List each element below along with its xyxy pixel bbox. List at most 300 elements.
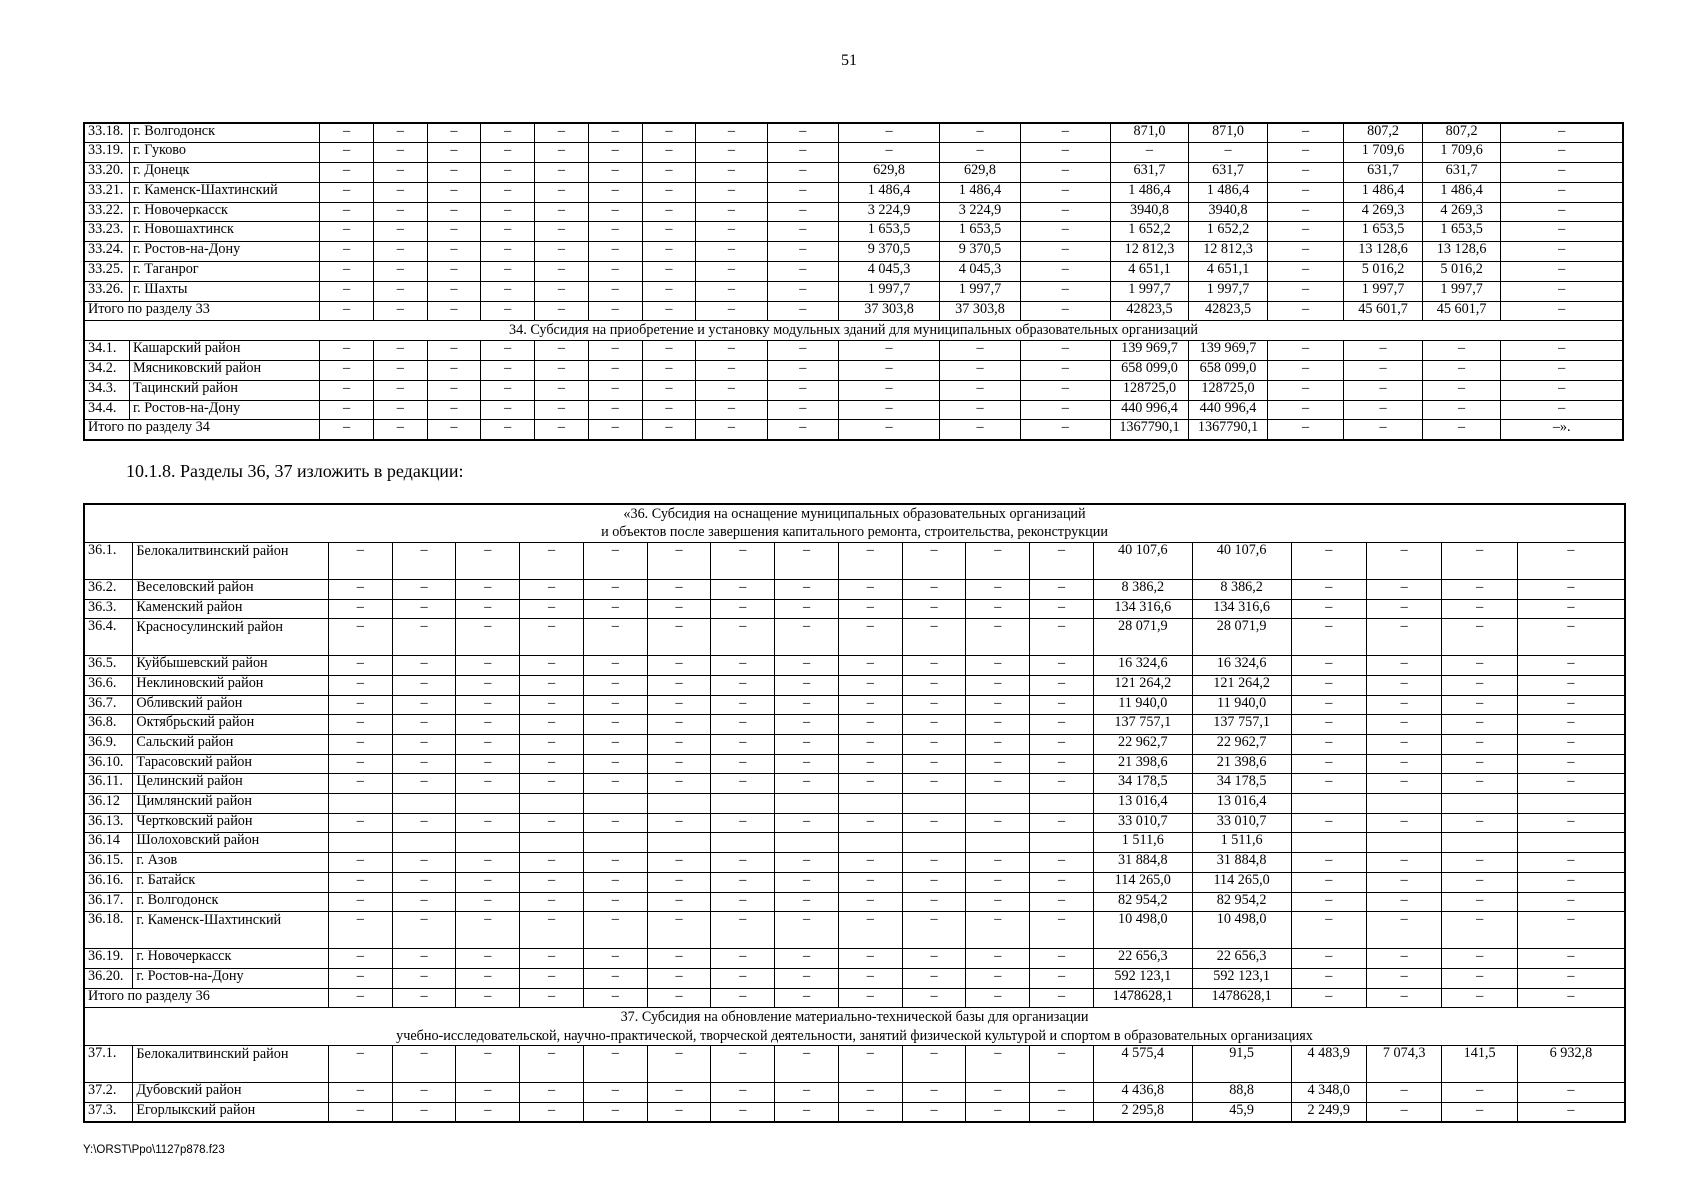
- row-name: Веселовский район: [133, 579, 329, 599]
- table-cell: –: [1442, 715, 1517, 735]
- table-row: [84, 695, 1625, 715]
- table-cell: 1 653,5: [1422, 222, 1501, 242]
- table-cell: 134 316,6: [1093, 599, 1192, 619]
- table-cell: –: [775, 892, 839, 912]
- table-cell: –: [427, 341, 481, 361]
- table-cell: –: [1442, 892, 1517, 912]
- table-cell: –: [1517, 872, 1625, 892]
- table-cell: –: [966, 1083, 1030, 1103]
- table-cell: [838, 833, 902, 853]
- table-cell: –: [696, 281, 767, 301]
- table-cell: –: [583, 619, 647, 656]
- table-row: [84, 774, 1625, 794]
- table-cell: –: [767, 123, 838, 143]
- table-cell: –: [1366, 715, 1441, 735]
- table-cell: –: [535, 182, 589, 202]
- table-cell: –: [1291, 949, 1366, 969]
- table-cell: –: [456, 735, 520, 755]
- table-cell: –: [427, 420, 481, 440]
- table-cell: –: [520, 619, 584, 656]
- table-cell: 4 045,3: [838, 262, 939, 282]
- table-section-36-37: [83, 503, 1626, 1123]
- table-cell: –: [647, 1046, 711, 1083]
- table-cell: –: [1291, 599, 1366, 619]
- table-cell: –: [588, 400, 642, 420]
- row-number: 36.1.: [84, 542, 133, 579]
- row-name: г. Гуково: [129, 143, 319, 163]
- table-cell: 4 651,1: [1189, 262, 1268, 282]
- table-cell: 114 265,0: [1192, 872, 1291, 892]
- table-cell: –: [481, 163, 535, 183]
- table-cell: 3 224,9: [940, 202, 1021, 222]
- row-name: Дубовский район: [133, 1083, 329, 1103]
- table-cell: –: [520, 949, 584, 969]
- table-row: [84, 619, 1625, 656]
- row-name: Цимлянский район: [133, 794, 329, 814]
- table-cell: –: [535, 143, 589, 163]
- table-cell: –: [966, 774, 1030, 794]
- table-cell: –: [328, 675, 392, 695]
- table-cell: –: [966, 1046, 1030, 1083]
- row-name: г. Ростов-на-Дону: [129, 242, 319, 262]
- table-cell: –: [1442, 1102, 1517, 1122]
- table-cell: [1442, 833, 1517, 853]
- table-cell: 134 316,6: [1192, 599, 1291, 619]
- table-cell: –: [328, 579, 392, 599]
- table-cell: –: [1366, 735, 1441, 755]
- table-cell: 631,7: [1110, 163, 1189, 183]
- table-cell: 2 249,9: [1291, 1102, 1366, 1122]
- table-cell: –: [775, 988, 839, 1008]
- table-cell: –: [775, 579, 839, 599]
- table-cell: –: [583, 949, 647, 969]
- table-cell: –: [1030, 1083, 1094, 1103]
- table-cell: –: [966, 813, 1030, 833]
- table-cell: –: [456, 872, 520, 892]
- table-cell: –: [838, 754, 902, 774]
- table-row: [84, 341, 1623, 361]
- table-cell: –: [775, 695, 839, 715]
- table-cell: –: [520, 968, 584, 988]
- table-cell: –: [647, 599, 711, 619]
- table-row: [84, 1083, 1625, 1103]
- table-cell: –: [647, 813, 711, 833]
- table-cell: –: [647, 754, 711, 774]
- table-cell: 1 653,5: [1344, 222, 1423, 242]
- row-name: Красносулинский район: [133, 619, 329, 656]
- row-number: 36.20.: [84, 968, 133, 988]
- row-name: Обливский район: [133, 695, 329, 715]
- table-cell: 629,8: [940, 163, 1021, 183]
- table-cell: –: [481, 182, 535, 202]
- table-cell: –: [1366, 695, 1441, 715]
- table-cell: –: [1020, 341, 1110, 361]
- table-cell: –: [647, 656, 711, 676]
- total-label: Итого по разделу 33: [84, 301, 320, 321]
- table-cell: –: [320, 361, 374, 381]
- table-cell: –: [520, 872, 584, 892]
- table-cell: 139 969,7: [1110, 341, 1189, 361]
- table-cell: –: [1030, 695, 1094, 715]
- row-number: 33.24.: [84, 242, 129, 262]
- table-cell: [1291, 833, 1366, 853]
- table-row: [84, 222, 1623, 242]
- table-cell: –: [696, 361, 767, 381]
- row-number: 37.1.: [84, 1046, 133, 1083]
- table-cell: 1 486,4: [1344, 182, 1423, 202]
- table-cell: –: [588, 202, 642, 222]
- table-cell: 31 884,8: [1093, 853, 1192, 873]
- table-cell: –: [320, 341, 374, 361]
- table-cell: –: [647, 892, 711, 912]
- table-cell: –: [520, 1102, 584, 1122]
- table-cell: –: [1030, 715, 1094, 735]
- table-cell: [711, 833, 775, 853]
- row-number: 36.10.: [84, 754, 133, 774]
- table-cell: –: [392, 853, 456, 873]
- row-number: 34.4.: [84, 400, 129, 420]
- table-row: [84, 794, 1625, 814]
- table-cell: –: [696, 163, 767, 183]
- table-cell: –: [1267, 361, 1343, 381]
- table-cell: –: [1366, 599, 1441, 619]
- table-cell: –: [1501, 163, 1623, 183]
- table-cell: –: [392, 735, 456, 755]
- table-cell: –: [767, 262, 838, 282]
- table-cell: –: [392, 542, 456, 579]
- table-cell: 13 128,6: [1344, 242, 1423, 262]
- table-cell: [775, 794, 839, 814]
- table-cell: –: [481, 301, 535, 321]
- table-cell: –: [1267, 222, 1343, 242]
- table-cell: –: [1291, 892, 1366, 912]
- table-cell: 2 295,8: [1093, 1102, 1192, 1122]
- table-cell: –: [647, 735, 711, 755]
- row-name: г. Батайск: [133, 872, 329, 892]
- table-cell: –: [966, 754, 1030, 774]
- table-cell: –: [1442, 695, 1517, 715]
- table-cell: –: [696, 123, 767, 143]
- table-cell: 121 264,2: [1093, 675, 1192, 695]
- section-header-row: [84, 1008, 1625, 1046]
- table-cell: –: [456, 1046, 520, 1083]
- table-cell: [520, 833, 584, 853]
- section-header-line: и объектов после завершения капитального ремонта, строительства, реконструкции: [601, 524, 1108, 541]
- row-number: 36.12: [84, 794, 133, 814]
- table-cell: –: [1366, 872, 1441, 892]
- table-cell: –: [328, 619, 392, 656]
- table-cell: –: [838, 813, 902, 833]
- table-cell: –: [535, 222, 589, 242]
- table-cell: –: [775, 735, 839, 755]
- table-cell: –: [1442, 872, 1517, 892]
- row-number: 36.11.: [84, 774, 133, 794]
- row-name: Чертковский район: [133, 813, 329, 833]
- table-cell: –: [328, 599, 392, 619]
- table-cell: 1367790,1: [1189, 420, 1268, 440]
- table-cell: –: [1291, 675, 1366, 695]
- table-cell: –: [711, 754, 775, 774]
- table-cell: 1 997,7: [1189, 281, 1268, 301]
- row-name: Целинский район: [133, 774, 329, 794]
- table-row: [84, 1046, 1625, 1083]
- table-cell: 807,2: [1422, 123, 1501, 143]
- table-cell: –: [1030, 853, 1094, 873]
- table-cell: –: [647, 853, 711, 873]
- table-cell: –: [328, 656, 392, 676]
- table-cell: –: [838, 656, 902, 676]
- table-cell: 1478628,1: [1192, 988, 1291, 1008]
- table-cell: 22 962,7: [1192, 735, 1291, 755]
- table-cell: –: [902, 656, 966, 676]
- table-cell: –: [902, 968, 966, 988]
- table-cell: –: [320, 380, 374, 400]
- table-cell: 631,7: [1344, 163, 1423, 183]
- table-cell: –: [328, 1046, 392, 1083]
- table-cell: 1 997,7: [1110, 281, 1189, 301]
- table-cell: –: [456, 912, 520, 949]
- table-cell: 45,9: [1192, 1102, 1291, 1122]
- row-number: 36.13.: [84, 813, 133, 833]
- table-cell: 12 812,3: [1110, 242, 1189, 262]
- table-cell: [902, 794, 966, 814]
- table-cell: –: [1020, 182, 1110, 202]
- table-cell: –: [328, 892, 392, 912]
- table-cell: –: [520, 774, 584, 794]
- table-row: [84, 912, 1625, 949]
- table-cell: 40 107,6: [1192, 542, 1291, 579]
- table-cell: –: [711, 774, 775, 794]
- table-cell: –: [902, 892, 966, 912]
- table-cell: –: [1442, 1083, 1517, 1103]
- table-cell: –: [328, 1083, 392, 1103]
- table-cell: –: [1291, 988, 1366, 1008]
- table-cell: –: [647, 579, 711, 599]
- table-cell: –: [427, 202, 481, 222]
- table-cell: –: [696, 341, 767, 361]
- table-cell: –: [775, 968, 839, 988]
- row-number: 33.19.: [84, 143, 129, 163]
- table-cell: –: [535, 163, 589, 183]
- table-cell: 33 010,7: [1192, 813, 1291, 833]
- table-cell: –: [1517, 619, 1625, 656]
- table-cell: –: [1517, 715, 1625, 735]
- table-cell: –: [328, 695, 392, 715]
- table-cell: –: [1517, 542, 1625, 579]
- table-cell: –: [966, 1102, 1030, 1122]
- table-cell: –: [838, 735, 902, 755]
- table-cell: –: [1517, 675, 1625, 695]
- table-cell: –: [373, 182, 427, 202]
- table-row: [84, 968, 1625, 988]
- table-cell: –: [775, 813, 839, 833]
- table-cell: –: [775, 774, 839, 794]
- table-cell: –: [711, 949, 775, 969]
- table-cell: –: [642, 123, 696, 143]
- table-cell: –: [1020, 222, 1110, 242]
- table-cell: –: [902, 949, 966, 969]
- table-cell: –: [966, 968, 1030, 988]
- table-cell: –: [838, 361, 939, 381]
- table-cell: [1030, 794, 1094, 814]
- table-cell: 137 757,1: [1192, 715, 1291, 735]
- table-cell: –: [775, 949, 839, 969]
- table-cell: –: [583, 774, 647, 794]
- table-cell: –: [583, 542, 647, 579]
- row-number: 33.21.: [84, 182, 129, 202]
- table-cell: –: [838, 123, 939, 143]
- table-cell: –: [696, 400, 767, 420]
- table-cell: –: [328, 774, 392, 794]
- table-cell: 6 932,8: [1517, 1046, 1625, 1083]
- row-number: 36.6.: [84, 675, 133, 695]
- table-cell: –: [1501, 123, 1623, 143]
- table-cell: –: [767, 361, 838, 381]
- table-cell: 114 265,0: [1093, 872, 1192, 892]
- table-cell: –: [775, 675, 839, 695]
- instruction-text: 10.1.8. Разделы 36, 37 изложить в редакции:: [126, 461, 464, 481]
- table-cell: –: [427, 262, 481, 282]
- table-cell: –: [1442, 675, 1517, 695]
- table-cell: 1 997,7: [838, 281, 939, 301]
- table-cell: –: [535, 301, 589, 321]
- table-cell: [520, 794, 584, 814]
- table-cell: –: [328, 968, 392, 988]
- table-cell: –: [481, 143, 535, 163]
- table-cell: –: [520, 695, 584, 715]
- table-cell: –: [320, 222, 374, 242]
- table-cell: –: [583, 675, 647, 695]
- table-cell: –: [456, 715, 520, 735]
- table-cell: –: [838, 400, 939, 420]
- table-cell: –: [427, 281, 481, 301]
- table-cell: –: [838, 380, 939, 400]
- table-cell: –: [481, 262, 535, 282]
- table-cell: 629,8: [838, 163, 939, 183]
- table-cell: –: [1442, 754, 1517, 774]
- table-cell: –: [1267, 380, 1343, 400]
- table-cell: –: [1030, 892, 1094, 912]
- table-cell: –: [966, 579, 1030, 599]
- table-cell: –: [838, 853, 902, 873]
- table-cell: –: [392, 872, 456, 892]
- table-cell: –: [520, 1083, 584, 1103]
- table-cell: –: [320, 262, 374, 282]
- table-cell: [1030, 833, 1094, 853]
- table-cell: –: [583, 599, 647, 619]
- table-cell: –: [1030, 912, 1094, 949]
- table-cell: –: [767, 222, 838, 242]
- table-cell: –: [1020, 400, 1110, 420]
- table-cell: –: [1020, 361, 1110, 381]
- table-cell: –: [902, 1102, 966, 1122]
- row-name: г. Новочеркасск: [129, 202, 319, 222]
- table-cell: –: [838, 1083, 902, 1103]
- table-cell: –: [1517, 892, 1625, 912]
- table-row: [84, 892, 1625, 912]
- table-cell: –: [1501, 301, 1623, 321]
- table-cell: –: [838, 949, 902, 969]
- table-row: [84, 182, 1623, 202]
- table-cell: –: [481, 202, 535, 222]
- table-cell: –: [320, 420, 374, 440]
- table-cell: –: [966, 872, 1030, 892]
- table-cell: 34 178,5: [1093, 774, 1192, 794]
- table-cell: –: [966, 715, 1030, 735]
- table-cell: –: [588, 380, 642, 400]
- table-cell: –: [1422, 380, 1501, 400]
- table-cell: –: [1020, 281, 1110, 301]
- table-cell: –: [1020, 163, 1110, 183]
- table-cell: –: [647, 675, 711, 695]
- table-cell: –: [535, 242, 589, 262]
- table-cell: –: [1030, 542, 1094, 579]
- table-cell: –: [711, 579, 775, 599]
- table-cell: 9 370,5: [838, 242, 939, 262]
- table-cell: –: [1501, 281, 1623, 301]
- table-cell: –: [1366, 619, 1441, 656]
- table-cell: –: [1030, 656, 1094, 676]
- row-name: г. Азов: [133, 853, 329, 873]
- table-cell: –: [588, 262, 642, 282]
- table-cell: –: [1344, 361, 1423, 381]
- table-cell: –: [838, 619, 902, 656]
- table-cell: –: [1422, 361, 1501, 381]
- table-cell: –: [966, 656, 1030, 676]
- table-cell: –: [520, 579, 584, 599]
- table-cell: 40 107,6: [1093, 542, 1192, 579]
- table-cell: –: [711, 1083, 775, 1103]
- table-cell: –: [520, 988, 584, 1008]
- table-cell: –: [775, 715, 839, 735]
- table-cell: [583, 794, 647, 814]
- table-cell: [1517, 794, 1625, 814]
- table-cell: –: [838, 988, 902, 1008]
- table-cell: –: [940, 143, 1021, 163]
- table-cell: –: [775, 1083, 839, 1103]
- table-cell: –: [456, 1083, 520, 1103]
- table-cell: –: [1366, 853, 1441, 873]
- table-cell: –: [1366, 542, 1441, 579]
- page-number: 51: [841, 52, 857, 69]
- table-cell: –: [328, 988, 392, 1008]
- row-name: г. Шахты: [129, 281, 319, 301]
- table-cell: –: [1366, 1102, 1441, 1122]
- row-name: Неклиновский район: [133, 675, 329, 695]
- table-cell: –: [647, 988, 711, 1008]
- table-cell: –: [1517, 988, 1625, 1008]
- table-cell: 31 884,8: [1192, 853, 1291, 873]
- table-cell: –: [902, 813, 966, 833]
- table-cell: –: [583, 872, 647, 892]
- table-cell: –: [520, 754, 584, 774]
- table-cell: –: [767, 400, 838, 420]
- row-name: г. Донецк: [129, 163, 319, 183]
- table-cell: [1517, 833, 1625, 853]
- table-cell: 1 653,5: [940, 222, 1021, 242]
- table-row: [84, 262, 1623, 282]
- row-number: 33.22.: [84, 202, 129, 222]
- row-number: 36.15.: [84, 853, 133, 873]
- table-cell: –: [520, 912, 584, 949]
- table-cell: –: [767, 281, 838, 301]
- table-cell: –: [456, 619, 520, 656]
- table-row: [84, 813, 1625, 833]
- table-cell: –: [588, 281, 642, 301]
- table-cell: –: [392, 774, 456, 794]
- table-cell: 807,2: [1344, 123, 1423, 143]
- table-cell: –: [1442, 619, 1517, 656]
